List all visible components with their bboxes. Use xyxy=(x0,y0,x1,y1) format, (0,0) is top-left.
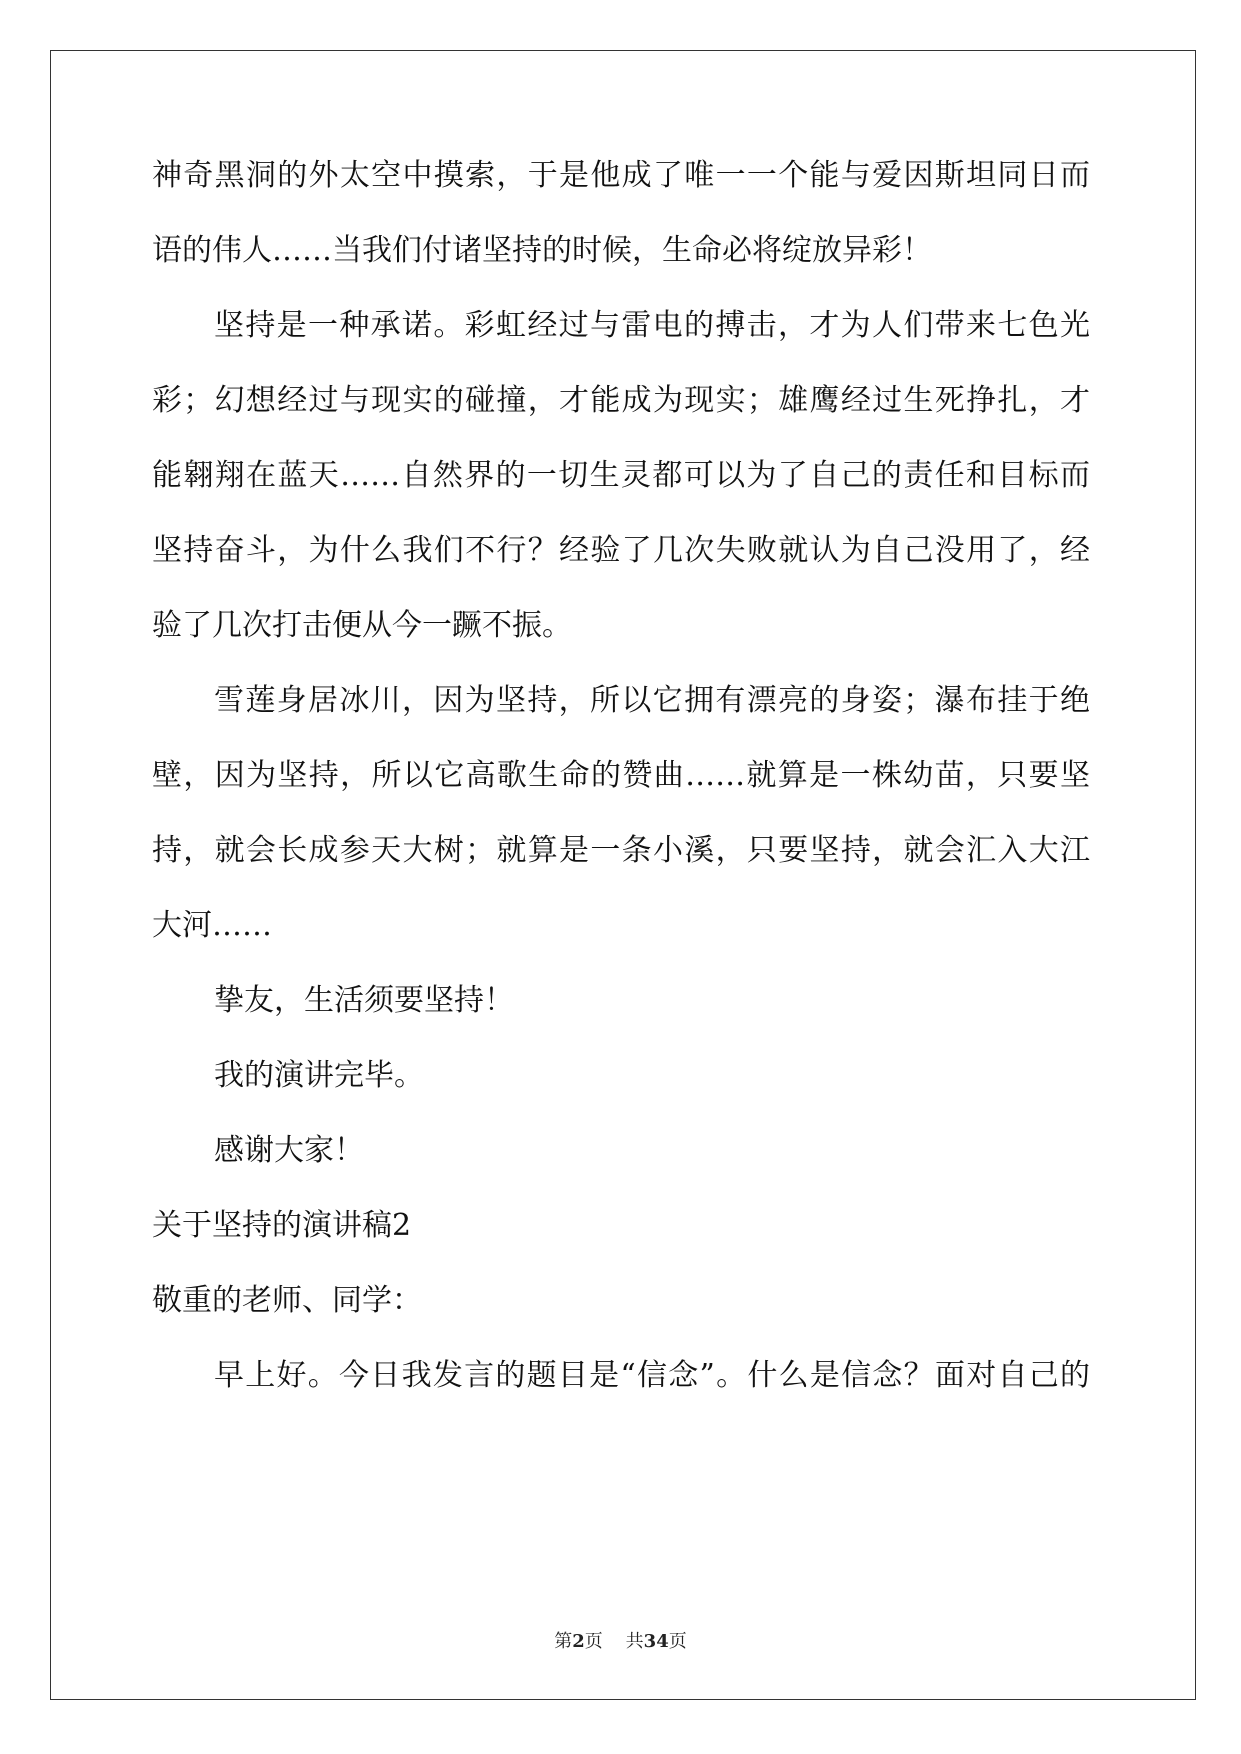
paragraph-start: 早上好。今日我发言的题目是“信念”。什么是信念？面对自己的 xyxy=(214,1358,1090,1393)
text-line: 语的伟人……当我们付诸坚持的时候，生命必将绽放异彩！ xyxy=(152,233,932,268)
salutation: 敬重的老师、同学： xyxy=(152,1283,422,1318)
section-heading: 关于坚持的演讲稿2 xyxy=(152,1208,412,1243)
page-border xyxy=(50,50,1196,1700)
paragraph-start: 感谢大家！ xyxy=(214,1133,364,1168)
footer-page-suffix: 页 xyxy=(584,1631,603,1652)
footer-total-suffix: 页 xyxy=(668,1631,687,1652)
text-line: 壁，因为坚持，所以它高歌生命的赞曲……就算是一株幼苗，只要坚 xyxy=(152,758,1090,793)
paragraph-start: 挚友，生活须要坚持！ xyxy=(214,983,514,1018)
footer-total-prefix: 共 xyxy=(625,1631,644,1652)
text-line: 彩；幻想经过与现实的碰撞，才能成为现实；雄鹰经过生死挣扎，才 xyxy=(152,383,1090,418)
paragraph-start: 坚持是一种承诺。彩虹经过与雷电的搏击，才为人们带来七色光 xyxy=(214,308,1090,343)
page-number-footer xyxy=(0,1630,1241,1654)
text-line: 验了几次打击便从今一蹶不振。 xyxy=(152,608,572,643)
text-line: 持，就会长成参天大树；就算是一条小溪，只要坚持，就会汇入大江 xyxy=(152,833,1090,868)
current-page-number: 2 xyxy=(572,1631,585,1652)
text-line: 大河…… xyxy=(152,908,272,943)
text-line: 坚持奋斗，为什么我们不行？经验了几次失败就认为自己没用了，经 xyxy=(152,533,1090,568)
paragraph-start: 雪莲身居冰川，因为坚持，所以它拥有漂亮的身姿；瀑布挂于绝 xyxy=(214,683,1090,718)
text-line: 神奇黑洞的外太空中摸索，于是他成了唯一一个能与爱因斯坦同日而 xyxy=(152,158,1090,193)
paragraph-start: 我的演讲完毕。 xyxy=(214,1058,424,1093)
total-page-count: 34 xyxy=(643,1631,669,1652)
footer-prefix: 第 xyxy=(554,1631,573,1652)
text-line: 能翱翔在蓝天……自然界的一切生灵都可以为了自己的责任和目标而 xyxy=(152,458,1090,493)
